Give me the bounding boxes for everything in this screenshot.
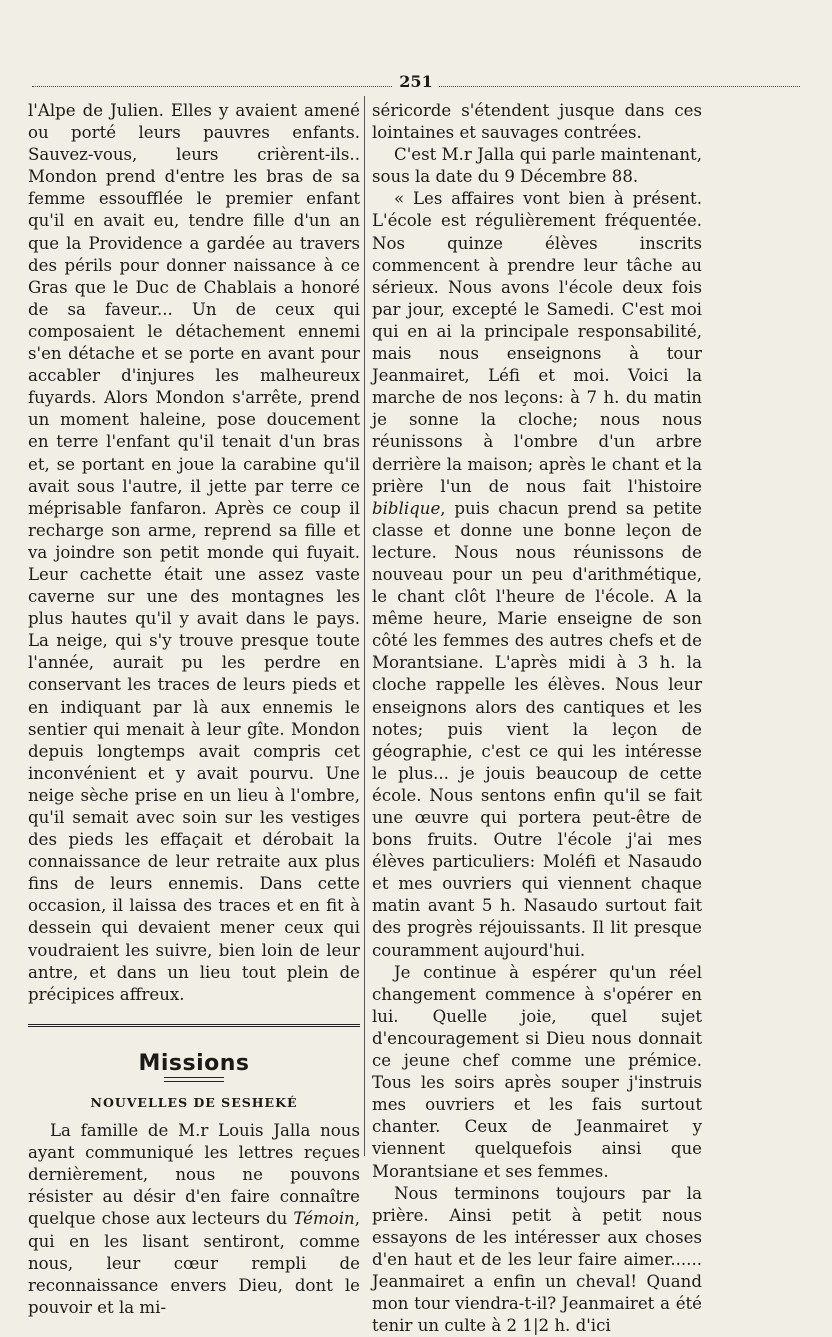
right-paragraph-3-text-a: « Les affaires vont bien à présent. L'école est régulièrement fréquentée. Nos quinze élèves inscrits commencent à prendre leur tâche au sérieux. Nous avons l'école deux fois par jour, excepté le Samedi. C'est moi qui en ai la principale responsabilité, mais nous enseignons à tour Jeanmairet, Léfi et moi. Voici la marche de nos leçons: à 7 h. du matin je sonne la cloche; nous nous réunissons à l'ombre d'un arbre derrière la maison; après le chant et la prière l'un de nous fait l'histoire <box>372 189 702 496</box>
left-paragraph-2-text-b: , qui en les lisant sentiront, comme nous, leur cœur rempli de reconnaissance envers Dieu, dont le pouvoir et la mi- <box>28 1209 360 1317</box>
right-paragraph-5: Nous terminons toujours par la prière. Ainsi petit à petit nous essayons de les intéresser aux choses d'en haut et de les leur faire aimer...... Jeanmairet a enfin un cheval! Quand mon tour viendra-t-il? Jeanmairet a été tenir un culte à 2 1|2 h. d'ici <box>372 1183 702 1336</box>
section-ornament <box>164 1077 224 1082</box>
left-paragraph-1: l'Alpe de Julien. Elles y avaient amené ou porté leurs pauvres enfants. Sauvez-vous, leurs crièrent-ils.. Mondon prend d'entre les bras de sa femme essoufflée le premier enfant qu'il en avait eu, tendre fille d'un an que la Providence a gardée au travers des périls pour donner naissance à ce Gras que le Duc de Chablais a honoré de sa faveur... Un de ceux qui composaient le détachement ennemi s'en détache et se porte en avant pour accabler d'injures les malheureux fuyards. Alors Mondon s'arrête, prend un moment haleine, pose doucement en terre l'enfant qu'il tenait d'un bras et, se portant en joue la carabine qu'il avait sous l'autre, il jette par terre ce méprisable fanfaron. Après ce coup il recharge son arme, reprend sa fille et va joindre son petit monde qui fuyait. Leur cachette était une assez vaste caverne sur une des montagnes les plus hautes qu'il y avait dans le pays. La neige, qui s'y trouve presque toute l'année, aurait pu les perdre en conservant les traces de leurs pieds et en indiquant par là aux ennemis le sentier qui menait à leur gîte. Mondon depuis longtemps avait compris cet inconvénient et y avait pourvu. Une neige sèche prise en un lieu à l'ombre, qu'il semait avec soin sur les vestiges des pieds les effaçait et dérobait la connaissance de leur retraite aux plus fins de leurs ennemis. Dans cette occasion, il laissa des traces et en fit à dessein qui devaient mener ceux qui voudraient les suivre, bien loin de leur antre, et dans un lieu tout plein de précipices affreux. <box>28 101 360 1004</box>
left-paragraph-2-text-a: La famille de M.r Louis Jalla nous ayant communiqué les lettres reçues dernièrement, nous ne pouvons résister au désir d'en faire connaître quelque chose aux lecteurs du <box>28 1121 360 1229</box>
right-paragraph-1: séricorde s'étendent jusque dans ces lointaines et sauvages contrées. <box>372 101 702 143</box>
right-paragraph-4: Je continue à espérer qu'un réel changement commence à s'opérer en lui. Quelle joie, quel sujet d'encouragement si Dieu nous donnait ce jeune chef comme une prémice. Tous les soirs après souper j'instruis mes ouvriers et les fais surtout chanter. Ceux de Jeanmairet y viennent quelquefois ainsi que Morantsiane et ses femmes. <box>372 962 702 1181</box>
subsection-title: NOUVELLES DE SESHEKÉ <box>90 1094 298 1110</box>
page-number-text: 251 <box>393 72 438 91</box>
right-paragraph-3-italic: biblique <box>372 498 441 518</box>
left-paragraph-2 <box>28 1120 360 1319</box>
right-column <box>372 100 702 1337</box>
left-column <box>28 100 360 1319</box>
section-rule <box>28 1024 360 1029</box>
left-paragraph-2-italic: Témoin <box>293 1209 355 1229</box>
right-paragraph-3-text-b: , puis chacun prend sa petite classe et donne une bonne leçon de lecture. Nous nous réunissons de nouveau pour un peu d'arithmétique, le chant clôt l'heure de l'école. A la même heure, Marie enseigne de son côté les femmes des autres chefs et de Morantsiane. L'après midi à 3 h. la cloche rappelle les élèves. Nous leur enseignons alors des cantiques et les notes; puis vient la leçon de géographie, c'est ce qui les intéresse le plus... je jouis beaucoup de cette école. Nous sentons enfin qu'il se fait une œuvre qui portera peut-être de bons fruits. Outre l'école j'ai mes élèves particuliers: Moléfi et Nasaudo et mes ouvriers qui viennent chaque matin avant 5 h. Nasaudo surtout fait des progrès réjouissants. Il lit presque couramment aujourd'hui. <box>372 498 702 960</box>
section-title: Missions <box>138 1050 250 1076</box>
right-paragraph-2: C'est M.r Jalla qui parle maintenant, sous la date du 9 Décembre 88. <box>372 145 702 187</box>
column-divider <box>364 96 365 1156</box>
page-number <box>0 72 832 91</box>
right-paragraph-3 <box>372 188 702 961</box>
